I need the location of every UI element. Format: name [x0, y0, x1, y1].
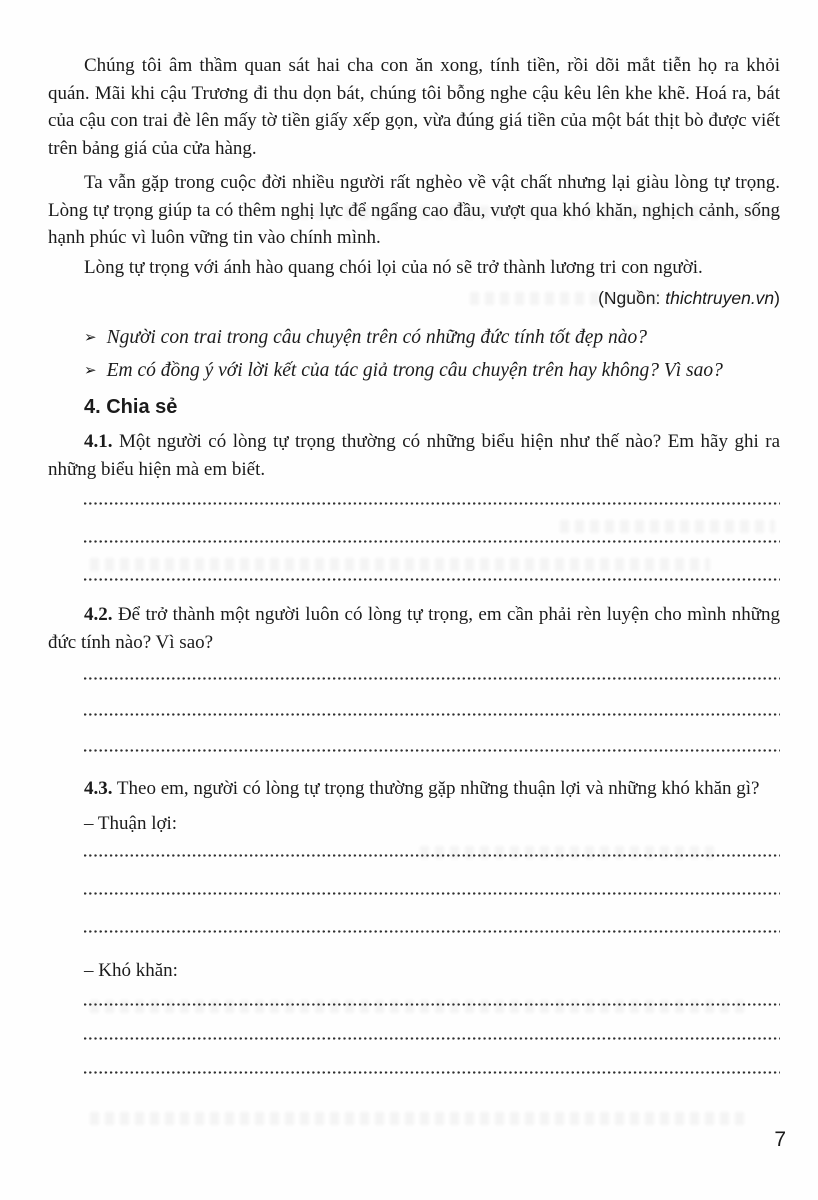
- exercise-4-1: [48, 428, 780, 483]
- exercise-4-2: [48, 601, 780, 656]
- answer-lines-kho-khan: [48, 1003, 780, 1074]
- answer-line: [84, 578, 780, 581]
- sublabel-kho-khan: – Khó khăn:: [84, 960, 178, 981]
- story-paragraph: Ta vẫn gặp trong cuộc đời nhiều người rất nghèo về vật chất nhưng lại giàu lòng tự trọng. Lòng tự trọng giúp ta có thêm nghị lực để ngẩng cao đầu, vượt qua khó khăn, nghịch cảnh, sống hạnh phúc vì luôn vững tin vào chính mình.: [48, 172, 780, 248]
- answer-lines-4-1: [48, 502, 780, 581]
- exercise-number: 4.2.: [84, 604, 113, 625]
- answer-line: [84, 892, 780, 895]
- answer-line: [84, 1003, 780, 1006]
- question-text: Em có đồng ý với lời kết của tác giả trong câu chuyện trên hay không? Vì sao?: [106, 360, 723, 381]
- answer-line: [84, 854, 780, 857]
- answer-line: [84, 540, 780, 543]
- page-number: 7: [774, 1128, 786, 1151]
- answer-line: [84, 930, 780, 933]
- discussion-questions: [48, 323, 780, 386]
- arrow-bullet-icon: ➢: [84, 328, 97, 346]
- section-heading: 4. Chia sẻ: [84, 396, 178, 418]
- question-item: [84, 323, 780, 353]
- arrow-bullet-icon: ➢: [84, 361, 97, 379]
- answer-line: [84, 502, 780, 505]
- source-attribution: [48, 285, 780, 311]
- story-paragraph: Chúng tôi âm thầm quan sát hai cha con ăn xong, tính tiền, rồi dõi mắt tiễn họ ra khỏi quán. Mãi khi cậu Trương đi thu dọn bát, chúng tôi bỗng nghe cậu kêu lên khe khẽ. Hoá ra, bát của cậu con trai đè lên mấy tờ tiền giấy xếp gọn, vừa đúng giá tiền của một bát thịt bò được viết trên bảng giá của cửa hàng.: [48, 55, 780, 159]
- answer-line: [84, 1071, 780, 1074]
- answer-lines-thuan-loi: [48, 854, 780, 933]
- exercise-4-3: [48, 775, 780, 803]
- answer-line: [84, 713, 780, 716]
- source-prefix: (Nguồn:: [598, 288, 666, 308]
- answer-line: [84, 1037, 780, 1040]
- exercise-number: 4.3.: [84, 778, 113, 799]
- source-site-name: thichtruyen.vn: [665, 288, 775, 308]
- source-suffix: ): [774, 288, 780, 308]
- answer-line: [84, 749, 780, 752]
- answer-lines-4-2: [48, 677, 780, 752]
- exercise-text: Theo em, người có lòng tự trọng thường gặp những thuận lợi và những khó khăn gì?: [116, 778, 760, 799]
- question-text: Người con trai trong câu chuyện trên có những đức tính tốt đẹp nào?: [106, 327, 647, 348]
- question-item: [84, 356, 780, 386]
- scan-bleed-artifact: [90, 1112, 750, 1125]
- answer-line: [84, 677, 780, 680]
- sublabel-thuan-loi: – Thuận lợi:: [84, 812, 178, 834]
- story-paragraph: Lòng tự trọng với ánh hào quang chói lọi của nó sẽ trở thành lương tri con người.: [84, 256, 703, 278]
- exercise-number: 4.1.: [84, 431, 113, 452]
- exercise-text: Một người có lòng tự trọng thường có những biểu hiện như thế nào? Em hãy ghi ra những biểu hiện mà em biết.: [48, 431, 781, 480]
- exercise-text: Để trở thành một người luôn có lòng tự trọng, em cần phải rèn luyện cho mình những đức tính nào? Vì sao?: [48, 604, 780, 653]
